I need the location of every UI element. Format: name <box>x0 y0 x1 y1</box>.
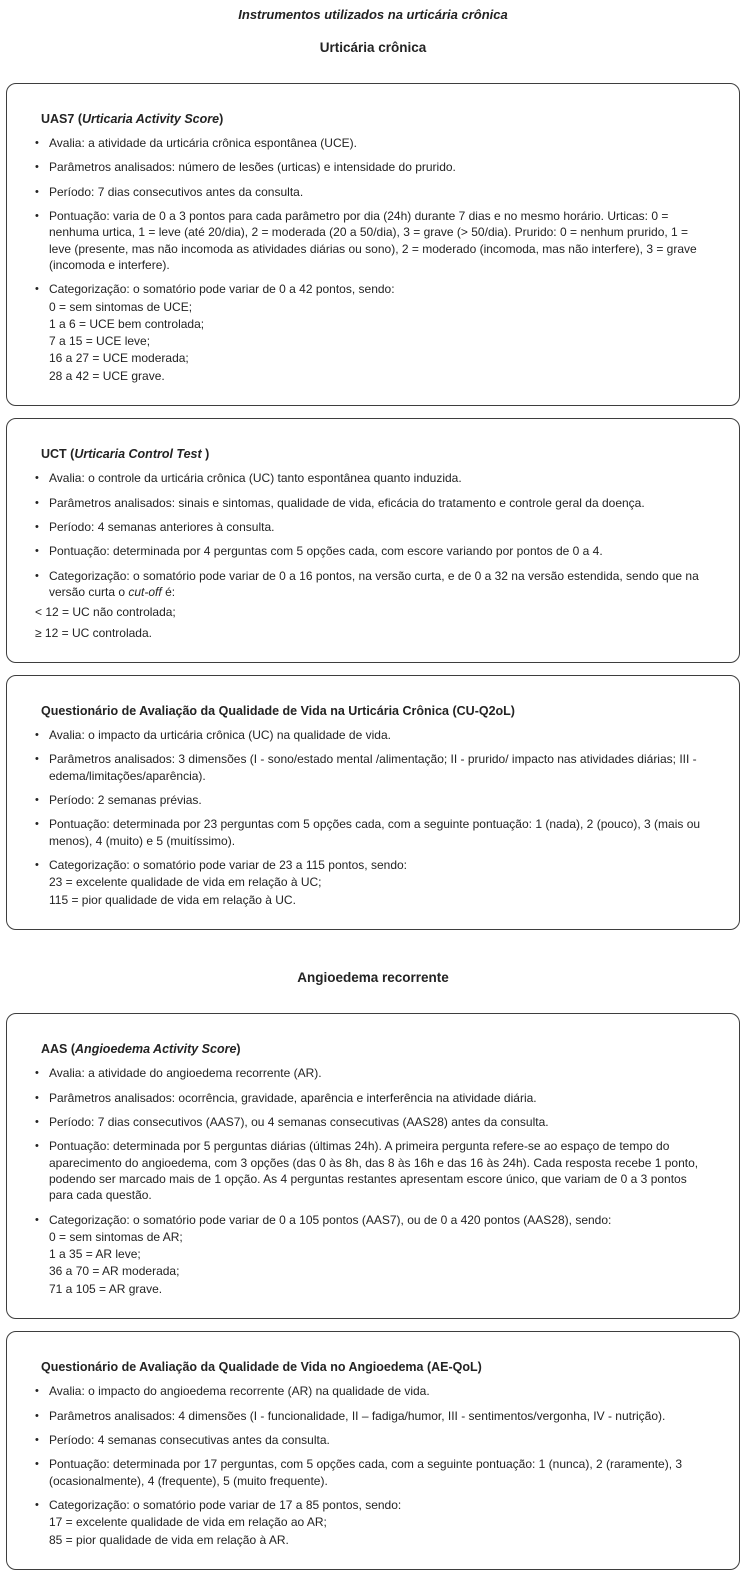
bullet-text-segment: Categorização: o somatório pode variar de 0 a 16 pontos, na versão curta, e de 0 a 32 na versão estendida, sendo que na versão curta o <box>49 568 699 599</box>
bullet-text-segment: Categorização: o somatório pode variar de 17 a 85 pontos, sendo: <box>49 1497 402 1512</box>
bullet-item <box>33 1497 711 1548</box>
bullet-text-segment: Parâmetros analisados: 4 dimensões (I - funcionalidade, II – fadiga/humor, III - sentimentos/vergonha, IV - nutrição). <box>49 1408 666 1423</box>
scale-line: 7 a 15 = UCE leve; <box>49 334 151 349</box>
scale-line: 16 a 27 = UCE moderada; <box>49 351 189 366</box>
bullet-icon: • <box>35 1498 39 1511</box>
bullet-icon: • <box>35 1091 39 1104</box>
instrument-box-cu-q2ol <box>6 675 740 930</box>
instrument-title-segment: ) <box>201 447 210 462</box>
bullet-icon: • <box>35 569 39 582</box>
bullet-icon: • <box>35 496 39 509</box>
bullet-text <box>49 1432 711 1448</box>
bullet-icon: • <box>35 1115 39 1128</box>
bullet-text-segment: Categorização: o somatório pode variar de 0 a 42 pontos, sendo: <box>49 282 395 297</box>
bullet-text <box>49 1065 711 1081</box>
instrument-title <box>41 703 711 719</box>
bullet-text-segment: Pontuação: determinada por 5 perguntas diárias (últimas 24h). A primeira pergunta refere-se ao espaço de tempo do aparecimento do angioedema, com 3 opções (das 0 às 8h, das 8 às 16h e das 16 às 24h). Cada resposta recebe 1 ponto, podendo ser marcado mais de 1 opção. As 4 perguntas restantes apresentam escore único, que variam de 0 a 3 pontos para cada questão. <box>49 1139 699 1203</box>
bullet-icon: • <box>35 729 39 742</box>
bullet-text <box>49 1497 711 1548</box>
scale-line: 115 = pior qualidade de vida em relação à UC. <box>49 892 296 907</box>
bullet-text-segment: Avalia: a atividade da urticária crônica espontânea (UCE). <box>49 136 357 151</box>
bullet-item <box>33 1456 711 1489</box>
instrument-title-segment: Urticaria Activity Score <box>81 111 220 126</box>
bullet-icon: • <box>35 1433 39 1446</box>
bullet-text <box>49 1212 711 1298</box>
bullet-item <box>33 495 711 511</box>
bullet-text-segment: Pontuação: determinada por 23 perguntas com 5 opções cada, com a seguinte pontuação: 1 (nada), 2 (pouco), 3 (mais ou menos), 4 (muito) e 5 (muitíssimo). <box>49 817 701 848</box>
scale-line: 23 = excelente qualidade de vida em relação à UC; <box>49 875 322 890</box>
bullet-item <box>33 1065 711 1081</box>
bullet-item <box>33 1138 711 1203</box>
bullet-text <box>49 281 711 384</box>
bullet-icon: • <box>35 185 39 198</box>
bullet-item <box>33 1383 711 1399</box>
instrument-box-uct <box>6 418 740 663</box>
bullet-icon: • <box>35 1140 39 1153</box>
bullet-text-segment: Avalia: o impacto da urticária crônica (UC) na qualidade de vida. <box>49 728 391 743</box>
bullet-text-segment: Parâmetros analisados: ocorrência, gravidade, aparência e interferência na atividade diária. <box>49 1090 537 1105</box>
bullet-item <box>33 857 711 908</box>
scale-line: 1 a 6 = UCE bem controlada; <box>49 316 205 331</box>
bullet-text <box>49 1408 711 1424</box>
instrument-box-ae-qol <box>6 1331 740 1570</box>
bullet-text <box>49 1138 711 1203</box>
bullet-icon: • <box>35 1213 39 1226</box>
bullet-text <box>49 159 711 175</box>
bullet-text <box>49 792 711 808</box>
scale-line: 71 a 105 = AR grave. <box>49 1281 163 1296</box>
scale-line: 36 a 70 = AR moderada; <box>49 1264 180 1279</box>
bullet-text-segment: Pontuação: determinada por 4 perguntas com 5 opções cada, com escore variando por pontos de 0 a 4. <box>49 544 603 559</box>
bullet-icon: • <box>35 520 39 533</box>
instrument-title-segment: Questionário de Avaliação da Qualidade de Vida na Urticária Crônica (CU-Q2oL) <box>41 703 515 718</box>
scale-line: 28 a 42 = UCE grave. <box>49 368 165 383</box>
bullet-text-segment: Pontuação: varia de 0 a 3 pontos para cada parâmetro por dia (24h) durante 7 dias e no mesmo horário. Urticas: 0 = nenhuma urtica, 1 = leve (até 20/dia), 2 = moderada (20 a 50/dia), 3 = grave (> 50/dia). Prurido: 0 = nenhum prurido, 1 = leve (presente, mas não incomoda as atividades diárias ou sono), 2 = moderado (incomoda, mas não interfere), 3 = grave (incomoda e interfere). <box>49 208 697 272</box>
bullet-icon: • <box>35 472 39 485</box>
instrument-title-segment: UCT ( <box>41 447 75 462</box>
bullet-text <box>49 184 711 200</box>
bullet-text <box>49 751 711 784</box>
bullet-item <box>33 208 711 273</box>
bullet-text <box>49 568 711 601</box>
instrument-title <box>41 1359 711 1375</box>
scale-line: 85 = pior qualidade de vida em relação à AR. <box>49 1532 289 1547</box>
bullet-text <box>49 470 711 486</box>
bullet-text-segment: Avalia: o controle da urticária crônica (UC) tanto espontânea quanto induzida. <box>49 471 462 486</box>
instrument-box-aas <box>6 1013 740 1319</box>
bullet-text-segment: Pontuação: determinada por 17 perguntas, com 5 opções cada, com a seguinte pontuação: 1 (nunca), 2 (raramente), 3 (ocasionalmente), 4 (frequente), 5 (muito frequente). <box>49 1457 683 1488</box>
bullet-icon: • <box>35 209 39 222</box>
bullet-icon: • <box>35 1458 39 1471</box>
bullet-item <box>33 1432 711 1448</box>
instrument-title <box>41 446 711 462</box>
bullet-item <box>33 792 711 808</box>
instrument-title-segment: UAS7 ( <box>41 111 82 126</box>
bullet-item <box>33 568 711 601</box>
bullet-text-segment: cut-off <box>128 584 162 599</box>
section-heading: Angioedema recorrente <box>297 969 449 985</box>
bullet-item <box>33 727 711 743</box>
bullet-item <box>33 470 711 486</box>
bullet-text <box>49 495 711 511</box>
bullet-text-segment: Avalia: a atividade do angioedema recorrente (AR). <box>49 1066 322 1081</box>
bullet-text <box>49 1383 711 1399</box>
bullet-item <box>33 159 711 175</box>
bullet-text-segment: Período: 7 dias consecutivos (AAS7), ou 4 semanas consecutivas (AAS28) antes da consulta. <box>49 1114 549 1129</box>
instrument-title <box>41 111 711 127</box>
instrument-box-uas7 <box>6 83 740 406</box>
bullet-icon: • <box>35 1067 39 1080</box>
bullet-text-segment: é: <box>161 584 176 599</box>
bullet-text <box>49 857 711 908</box>
bullet-icon: • <box>35 161 39 174</box>
bullet-icon: • <box>35 818 39 831</box>
bullet-icon: • <box>35 545 39 558</box>
instrument-title-segment: Questionário de Avaliação da Qualidade de Vida no Angioedema (AE-QoL) <box>41 1360 482 1375</box>
bullet-text <box>49 816 711 849</box>
cutoff-line: < 12 = UC não controlada; <box>35 605 176 620</box>
bullet-text-segment: Categorização: o somatório pode variar de 0 a 105 pontos (AAS7), ou de 0 a 420 pontos (AAS28), sendo: <box>49 1212 612 1227</box>
bullet-text <box>49 1090 711 1106</box>
sections-container <box>0 40 746 1570</box>
bullet-item <box>33 543 711 559</box>
bullet-item <box>33 816 711 849</box>
bullet-icon: • <box>35 858 39 871</box>
instrument-title-segment: AAS ( <box>41 1042 76 1057</box>
bullet-item <box>33 1212 711 1298</box>
scale-line: 0 = sem sintomas de UCE; <box>49 299 193 314</box>
page-title: Instrumentos utilizados na urticária crônica <box>238 7 508 22</box>
scale-line: 17 = excelente qualidade de vida em relação ao AR; <box>49 1515 327 1530</box>
bullet-item <box>33 519 711 535</box>
instrument-title-segment: Angioedema Activity Score <box>75 1042 237 1057</box>
bullet-text-segment: Período: 7 dias consecutivos antes da consulta. <box>49 184 304 199</box>
bullet-text <box>49 727 711 743</box>
bullet-text-segment: Parâmetros analisados: número de lesões (urticas) e intensidade do prurido. <box>49 160 456 175</box>
bullet-text <box>49 543 711 559</box>
bullet-text-segment: Avalia: o impacto do angioedema recorrente (AR) na qualidade de vida. <box>49 1384 430 1399</box>
bullet-item <box>33 184 711 200</box>
instrument-title <box>41 1041 711 1057</box>
bullet-text-segment: Parâmetros analisados: sinais e sintomas, qualidade de vida, eficácia do tratamento e controle geral da doença. <box>49 495 645 510</box>
bullet-text-segment: Parâmetros analisados: 3 dimensões (I - sono/estado mental /alimentação; II - prurido/ impacto nas atividades diárias; III - edema/limitações/aparência). <box>49 752 697 783</box>
bullet-text <box>49 1114 711 1130</box>
bullet-text-segment: Período: 4 semanas anteriores à consulta. <box>49 519 275 534</box>
bullet-icon: • <box>35 137 39 150</box>
scale-line: 1 a 35 = AR leve; <box>49 1247 141 1262</box>
instrument-title-segment: ) <box>219 111 224 126</box>
bullet-text-segment: Categorização: o somatório pode variar de 23 a 115 pontos, sendo: <box>49 857 408 872</box>
bullet-text <box>49 208 711 273</box>
bullet-text <box>49 1456 711 1489</box>
instrument-title-segment: ) <box>236 1042 241 1057</box>
bullet-item <box>33 1114 711 1130</box>
bullet-text <box>49 519 711 535</box>
bullet-item <box>33 1408 711 1424</box>
bullet-icon: • <box>35 753 39 766</box>
bullet-icon: • <box>35 1409 39 1422</box>
bullet-icon: • <box>35 283 39 296</box>
instrument-title-segment: Urticaria Control Test <box>74 447 202 462</box>
bullet-item <box>33 751 711 784</box>
bullet-item <box>33 1090 711 1106</box>
section-heading: Urticária crônica <box>319 39 427 55</box>
cutoff-line: ≥ 12 = UC controlada. <box>35 625 152 640</box>
bullet-icon: • <box>35 794 39 807</box>
bullet-item <box>33 281 711 384</box>
bullet-text <box>49 135 711 151</box>
scale-line: 0 = sem sintomas de AR; <box>49 1229 183 1244</box>
bullet-text-segment: Período: 4 semanas consecutivas antes da consulta. <box>49 1432 330 1447</box>
bullet-text-segment: Período: 2 semanas prévias. <box>49 793 202 808</box>
bullet-item <box>33 135 711 151</box>
bullet-icon: • <box>35 1385 39 1398</box>
